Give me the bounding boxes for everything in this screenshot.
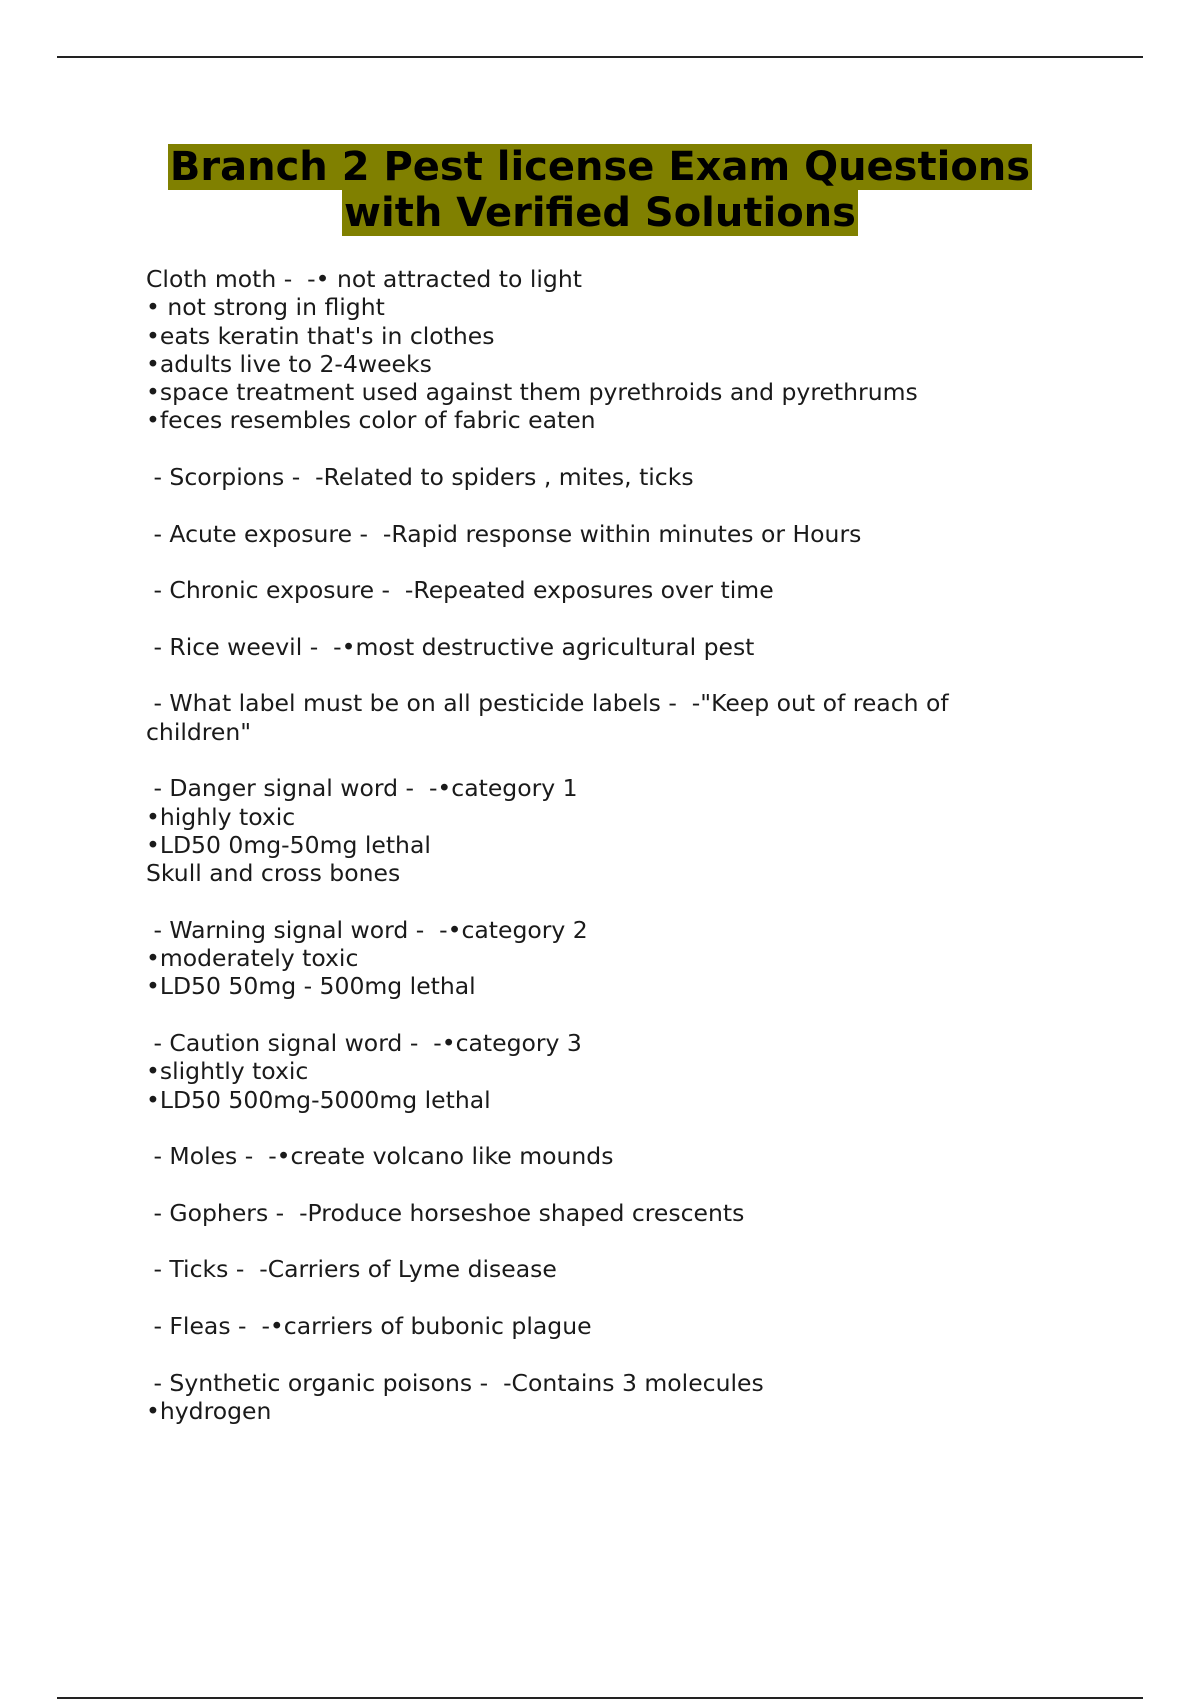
qa-entry <box>146 1199 1106 1227</box>
document-body <box>146 265 1106 1453</box>
qa-line: •feces resembles color of fabric eaten <box>146 406 596 435</box>
qa-entry <box>146 1029 1106 1114</box>
qa-line: Cloth moth - -• not attracted to light <box>146 265 582 293</box>
qa-line: - Scorpions - -Related to spiders , mites, ticks <box>146 463 694 492</box>
qa-entry <box>146 916 1106 1001</box>
qa-entry <box>146 689 1106 746</box>
qa-line: • not strong in flight <box>146 293 385 322</box>
qa-entry <box>146 774 1106 887</box>
qa-entry <box>146 463 1106 491</box>
qa-line: •LD50 50mg - 500mg lethal <box>146 972 476 1001</box>
qa-line: •slightly toxic <box>146 1057 309 1086</box>
qa-entry <box>146 633 1106 661</box>
qa-entry <box>146 1142 1106 1170</box>
qa-line: children" <box>146 717 252 746</box>
qa-line: - Fleas - -•carriers of bubonic plague <box>146 1311 592 1340</box>
qa-line: •LD50 0mg-50mg lethal <box>146 830 431 859</box>
qa-line: - Synthetic organic poisons - -Contains 3 molecules <box>146 1368 764 1397</box>
qa-entry <box>146 520 1106 548</box>
qa-line: •hydrogen <box>146 1396 272 1425</box>
title-line-2: with Verified Solutions <box>344 190 856 236</box>
qa-entry <box>146 265 1106 435</box>
qa-line: Skull and cross bones <box>146 859 401 888</box>
qa-line: - Gophers - -Produce horseshoe shaped crescents <box>146 1198 745 1227</box>
qa-line: - Caution signal word - -•category 3 <box>146 1029 582 1058</box>
qa-line: •highly toxic <box>146 802 296 831</box>
qa-line: - What label must be on all pesticide labels - -"Keep out of reach of <box>146 689 949 718</box>
title-line-1: Branch 2 Pest license Exam Questions <box>169 144 1031 190</box>
qa-line: - Rice weevil - -•most destructive agricultural pest <box>146 632 755 661</box>
qa-line: - Chronic exposure - -Repeated exposures over time <box>146 576 774 605</box>
header-rule <box>57 56 1143 58</box>
qa-line: - Danger signal word - -•category 1 <box>146 774 578 803</box>
document-title <box>0 144 1200 236</box>
qa-entry <box>146 1312 1106 1340</box>
qa-line: •LD50 500mg-5000mg lethal <box>146 1085 491 1114</box>
qa-line: •adults live to 2-4weeks <box>146 349 432 378</box>
qa-line: •moderately toxic <box>146 944 359 973</box>
qa-entry <box>146 1255 1106 1283</box>
qa-line: - Ticks - -Carriers of Lyme disease <box>146 1255 557 1284</box>
qa-line: •eats keratin that's in clothes <box>146 321 495 350</box>
qa-line: - Moles - -•create volcano like mounds <box>146 1142 614 1171</box>
qa-line: - Acute exposure - -Rapid response within minutes or Hours <box>146 519 862 548</box>
footer-rule <box>57 1697 1143 1699</box>
qa-line: •space treatment used against them pyrethroids and pyrethrums <box>146 378 918 407</box>
qa-entry <box>146 576 1106 604</box>
qa-line: - Warning signal word - -•category 2 <box>146 915 588 944</box>
qa-entry <box>146 1369 1106 1426</box>
